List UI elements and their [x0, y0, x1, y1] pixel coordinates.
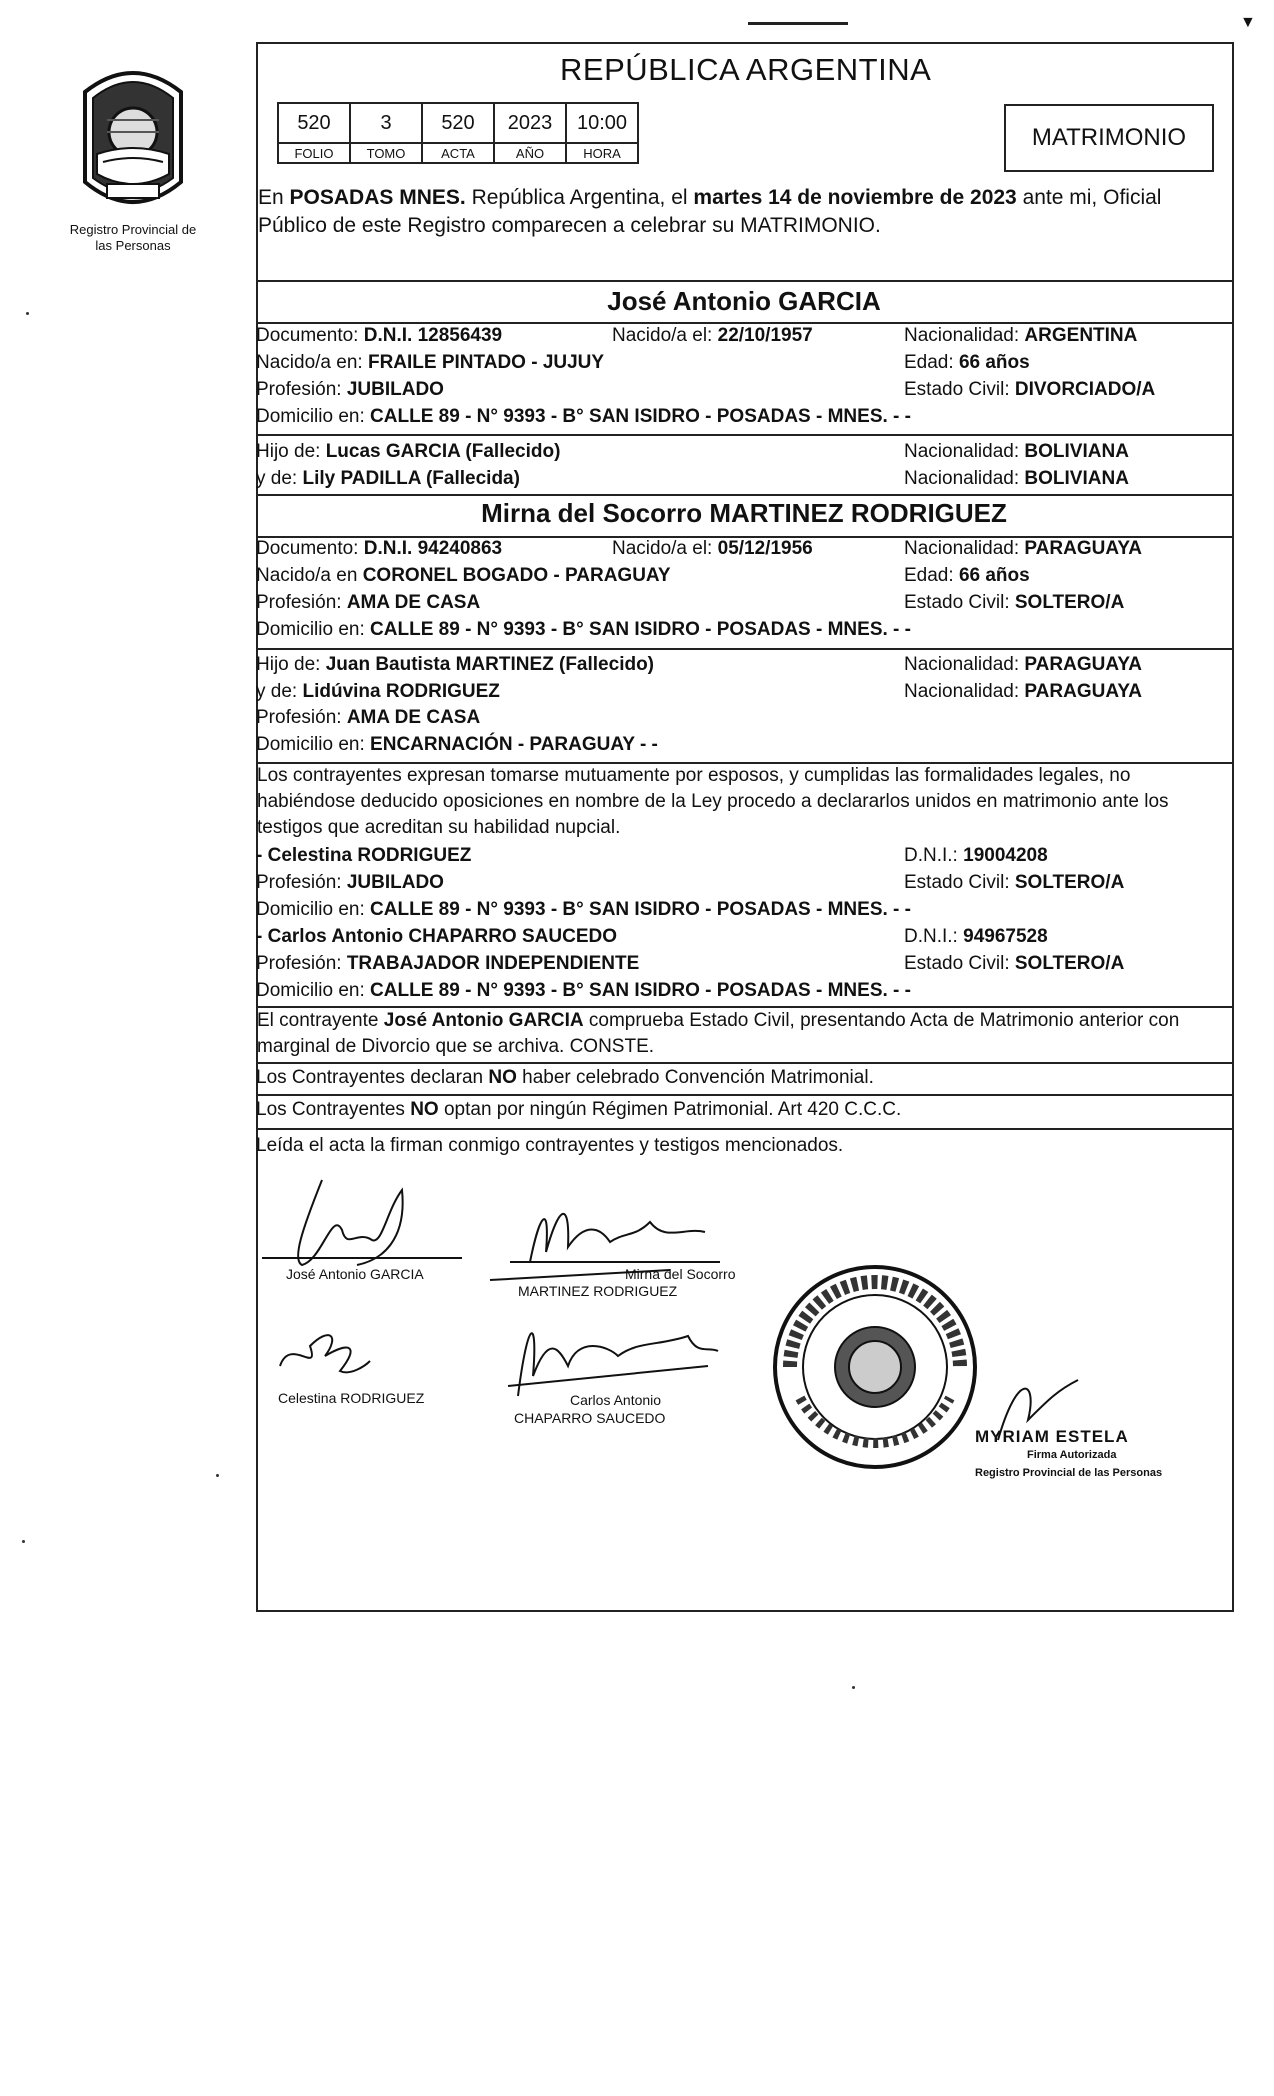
groom-civil-status: Estado Civil: DIVORCIADO/A	[904, 379, 1156, 400]
bride-mother: y de: Lidúvina RODRIGUEZ	[256, 681, 500, 702]
groom-father-nationality: Nacionalidad: BOLIVIANA	[904, 441, 1129, 462]
groom-signature-label: José Antonio GARCIA	[286, 1266, 424, 1282]
divider	[256, 434, 1232, 436]
bride-name: Mirna del Socorro MARTINEZ RODRIGUEZ	[481, 498, 1007, 528]
divider	[256, 1094, 1232, 1096]
groom-profession: Profesión: JUBILADO	[256, 379, 444, 400]
tomo-value: 3	[350, 103, 422, 143]
witness-2-address: Domicilio en: CALLE 89 - N° 9393 - B° SAN ISIDRO - POSADAS - MNES. - -	[256, 980, 911, 1001]
witness-2-signature-label-1: Carlos Antonio	[570, 1392, 662, 1408]
province-shield-icon	[77, 62, 189, 212]
groom-born: Nacido/a el: 22/10/1957	[612, 325, 813, 346]
witness-2-civil-status: Estado Civil: SOLTERO/A	[904, 953, 1125, 974]
groom-name: José Antonio GARCIA	[607, 286, 881, 316]
groom-birthplace: Nacido/a en: FRAILE PINTADO - JUJUY	[256, 352, 605, 373]
divider	[256, 1062, 1232, 1064]
bride-profession: Profesión: AMA DE CASA	[256, 592, 481, 613]
anio-label: AÑO	[494, 143, 566, 163]
intro-paragraph	[258, 184, 1226, 240]
declaration-text: Los contrayentes expresan tomarse mutuamente por esposos, y cumplidas las formalidades legales, no habiéndose deducido oposiciones en nombre de la Ley procedo a declararlos unidos en matrimonio ante los testigos que acreditan su habilidad nupcial.	[257, 765, 1169, 838]
registry-seal-icon	[770, 1258, 980, 1476]
witness-2-signature-icon	[488, 1306, 728, 1406]
act-type-box: MATRIMONIO	[1004, 104, 1214, 172]
official-seal	[770, 1258, 980, 1476]
bride-age: Edad: 66 años	[904, 565, 1030, 586]
groom-mother: y de: Lily PADILLA (Fallecida)	[256, 468, 520, 489]
intro-text: En	[258, 186, 290, 209]
witness-2-profession: Profesión: TRABAJADOR INDEPENDIENTE	[256, 953, 640, 974]
divider	[256, 494, 1232, 496]
official-role: Firma Autorizada	[1027, 1449, 1117, 1461]
acta-value: 520	[422, 103, 494, 143]
groom-mother-nationality: Nacionalidad: BOLIVIANA	[904, 468, 1129, 489]
registry-logo	[62, 62, 204, 252]
anio-value: 2023	[494, 103, 566, 143]
witness-1-dni: D.N.I.: 19004208	[904, 845, 1048, 866]
convention-note: Los Contrayentes declaran NO haber celebrado Convención Matrimonial.	[256, 1067, 874, 1088]
witness-1-signature-label: Celestina RODRIGUEZ	[278, 1390, 425, 1406]
bride-father: Hijo de: Juan Bautista MARTINEZ (Fallecido)	[256, 654, 655, 675]
folio-value: 520	[278, 103, 350, 143]
witness-2-signature-label-2: CHAPARRO SAUCEDO	[514, 1410, 666, 1426]
groom-signature-icon	[262, 1170, 482, 1270]
hora-value: 10:00	[566, 103, 638, 143]
scan-mark-line	[748, 22, 848, 25]
bride-civil-status: Estado Civil: SOLTERO/A	[904, 592, 1125, 613]
witness-1-profession: Profesión: JUBILADO	[256, 872, 444, 893]
civil-status-note: El contrayente José Antonio GARCIA comprueba Estado Civil, presentando Acta de Matrimonio anterior con marginal de Divorcio que se archiva. CONSTE.	[257, 1010, 1180, 1057]
bride-birthplace: Nacido/a en CORONEL BOGADO - PARAGUAY	[256, 565, 671, 586]
witness-1-name: - Celestina RODRIGUEZ	[256, 845, 472, 866]
bride-mother-profession: Profesión: AMA DE CASA	[256, 707, 481, 728]
groom-nationality: Nacionalidad: ARGENTINA	[904, 325, 1138, 346]
groom-address: Domicilio en: CALLE 89 - N° 9393 - B° SAN ISIDRO - POSADAS - MNES. - -	[256, 406, 911, 427]
bride-mother-address: Domicilio en: ENCARNACIÓN - PARAGUAY - -	[256, 734, 658, 755]
groom-age: Edad: 66 años	[904, 352, 1030, 373]
logo-caption: Registro Provincial de las Personas	[69, 222, 197, 253]
divider	[256, 280, 1232, 282]
witness-1-address: Domicilio en: CALLE 89 - N° 9393 - B° SAN ISIDRO - POSADAS - MNES. - -	[256, 899, 911, 920]
official-stamp-text	[975, 1428, 1162, 1482]
scan-speck	[852, 1686, 855, 1689]
closing-text: Leída el acta la firman conmigo contrayentes y testigos mencionados.	[256, 1135, 844, 1156]
intro-date: martes 14 de noviembre de 2023	[693, 186, 1017, 209]
scan-speck	[22, 1540, 25, 1543]
bride-signature-label-1: Mirna del Socorro	[625, 1266, 736, 1282]
page-title: REPÚBLICA ARGENTINA	[560, 52, 932, 87]
folio-label: FOLIO	[278, 143, 350, 163]
intro-place: POSADAS MNES.	[289, 186, 466, 209]
intro-text-3: ante mi, Oficial Público de este Registro comparecen a celebrar su MATRIMONIO.	[258, 186, 1162, 237]
groom-father: Hijo de: Lucas GARCIA (Fallecido)	[256, 441, 561, 462]
official-name: MYRIAM ESTELA	[975, 1427, 1129, 1446]
bride-doc: Documento: D.N.I. 94240863	[256, 538, 503, 559]
official-office: Registro Provincial de las Personas	[975, 1467, 1163, 1479]
bride-born: Nacido/a el: 05/12/1956	[612, 538, 813, 559]
tomo-label: TOMO	[350, 143, 422, 163]
witness-1-signature-icon	[270, 1316, 430, 1396]
acta-label: ACTA	[422, 143, 494, 163]
divider	[256, 1128, 1232, 1130]
divider	[256, 648, 1232, 650]
corner-arrow-icon: ▼	[1240, 14, 1256, 31]
intro-text-2: República Argentina, el	[465, 186, 694, 209]
scan-speck	[26, 312, 29, 315]
bride-father-nationality: Nacionalidad: PARAGUAYA	[904, 654, 1142, 675]
witness-2-dni: D.N.I.: 94967528	[904, 926, 1048, 947]
hora-label: HORA	[566, 143, 638, 163]
record-table	[277, 102, 639, 164]
bride-mother-nationality: Nacionalidad: PARAGUAYA	[904, 681, 1142, 702]
regime-note: Los Contrayentes NO optan por ningún Régimen Patrimonial. Art 420 C.C.C.	[256, 1099, 902, 1120]
witness-2-name: - Carlos Antonio CHAPARRO SAUCEDO	[256, 926, 617, 947]
bride-address: Domicilio en: CALLE 89 - N° 9393 - B° SAN ISIDRO - POSADAS - MNES. - -	[256, 619, 911, 640]
bride-nationality: Nacionalidad: PARAGUAYA	[904, 538, 1142, 559]
groom-doc: Documento: D.N.I. 12856439	[256, 325, 503, 346]
scan-speck	[216, 1474, 219, 1477]
bride-signature-label-2: MARTINEZ RODRIGUEZ	[518, 1283, 678, 1299]
witness-1-civil-status: Estado Civil: SOLTERO/A	[904, 872, 1125, 893]
